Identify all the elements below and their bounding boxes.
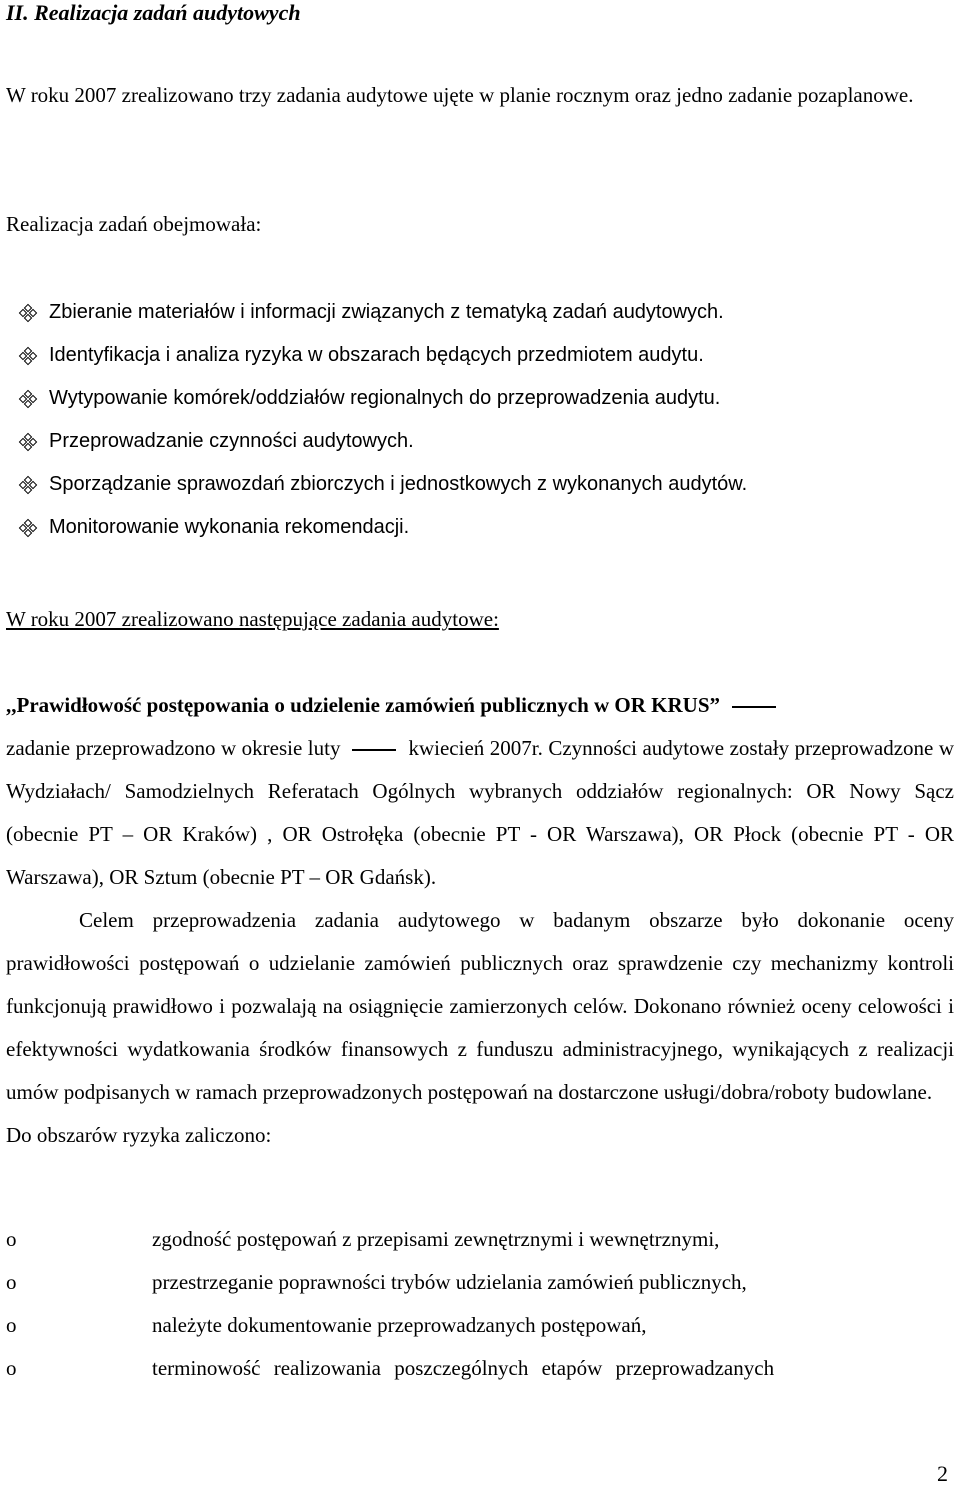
list-item-text: należyte dokumentowanie przeprowadzanych postępowań,	[152, 1313, 647, 1337]
diamond-bullet-icon	[20, 391, 36, 407]
dash-icon	[352, 749, 396, 751]
circle-bullet-icon: o	[6, 1313, 17, 1337]
dash-icon	[732, 706, 776, 708]
tasks-title-text: W roku 2007 zrealizowano następujące zadania audytowe:	[6, 607, 499, 631]
risk-list	[6, 1218, 774, 1390]
task-title: ,,Prawidłowość postępowania o udzielenie zamówień publicznych w OR KRUS”	[6, 684, 954, 727]
list-item-text: Zbieranie materiałów i informacji związanych z tematyką zadań audytowych.	[49, 301, 724, 323]
list-item-text: Identyfikacja i analiza ryzyka w obszarach będących przedmiotem audytu.	[49, 344, 704, 366]
list-item	[6, 1218, 774, 1261]
list-item	[20, 377, 747, 420]
diamond-bullet-icon	[20, 305, 36, 321]
diamond-bullet-icon	[20, 477, 36, 493]
list-item	[6, 1304, 774, 1347]
scope-title-text: Realizacja zadań obejmowała:	[6, 212, 262, 236]
list-item-text: Przeprowadzanie czynności audytowych.	[49, 430, 414, 452]
risk-title: Do obszarów ryzyka zaliczono:	[6, 1123, 272, 1147]
circle-bullet-icon: o	[6, 1356, 17, 1380]
list-item-text: Monitorowanie wykonania rekomendacji.	[49, 516, 410, 538]
page-number: 2	[937, 1461, 948, 1486]
list-item-text: terminowość realizowania poszczególnych etapów przeprowadzanych	[152, 1356, 775, 1380]
list-item	[6, 1261, 774, 1304]
tasks-title	[6, 598, 499, 641]
task-body: zadanie przeprowadzono w okresie luty kwiecień 2007r. Czynności audytowe zostały przeprowadzone w Wydziałach/ Samodzielnych Referatach Ogólnych wybranych oddziałów regionalnych: OR Nowy Sącz (obecnie PT – OR Kraków) , OR Ostrołęka (obecnie PT - OR Warszawa), OR Płock (obecnie PT - OR Warszawa), OR Sztum (obecnie PT – OR Gdańsk).	[6, 736, 954, 889]
circle-bullet-icon: o	[6, 1227, 17, 1251]
circle-bullet-icon: o	[6, 1270, 17, 1294]
intro-paragraph	[6, 74, 951, 117]
scope-list	[20, 291, 747, 549]
diamond-bullet-icon	[20, 348, 36, 364]
list-item-text: zgodność postępowań z przepisami zewnętrznymi i wewnętrznymi,	[152, 1227, 720, 1251]
task-description	[6, 684, 954, 1157]
scope-title	[6, 203, 261, 246]
intro-text: W roku 2007 zrealizowano trzy zadania audytowe ujęte w planie rocznym oraz jedno zadanie pozaplanowe.	[6, 83, 914, 107]
list-item-text: przestrzeganie poprawności trybów udzielania zamówień publicznych,	[152, 1270, 747, 1294]
list-item	[20, 420, 747, 463]
section-heading: II. Realizacja zadań audytowych	[6, 0, 301, 25]
list-item-text: Wytypowanie komórek/oddziałów regionalnych do przeprowadzenia audytu.	[49, 387, 721, 409]
list-item-text: Sporządzanie sprawozdań zbiorczych i jednostkowych z wykonanych audytów.	[49, 473, 748, 495]
list-item	[6, 1347, 774, 1390]
list-item	[20, 291, 747, 334]
list-item	[20, 463, 747, 506]
diamond-bullet-icon	[20, 434, 36, 450]
task-goal: Celem przeprowadzenia zadania audytowego w badanym obszarze było dokonanie oceny prawidłowości postępowań o udzielanie zamówień publicznych oraz sprawdzenie czy mechanizmy kontroli funkcjonują prawidłowo i pozwalają na osiągnięcie zamierzonych celów. Dokonano również oceny celowości i efektywności wydatkowania środków finansowych z funduszu administracyjnego, wynikających z realizacji umów podpisanych w ramach przeprowadzonych postępowań na dostarczone usługi/dobra/roboty budowlane.	[6, 908, 954, 1104]
diamond-bullet-icon	[20, 520, 36, 536]
list-item	[20, 506, 747, 549]
list-item	[20, 334, 747, 377]
